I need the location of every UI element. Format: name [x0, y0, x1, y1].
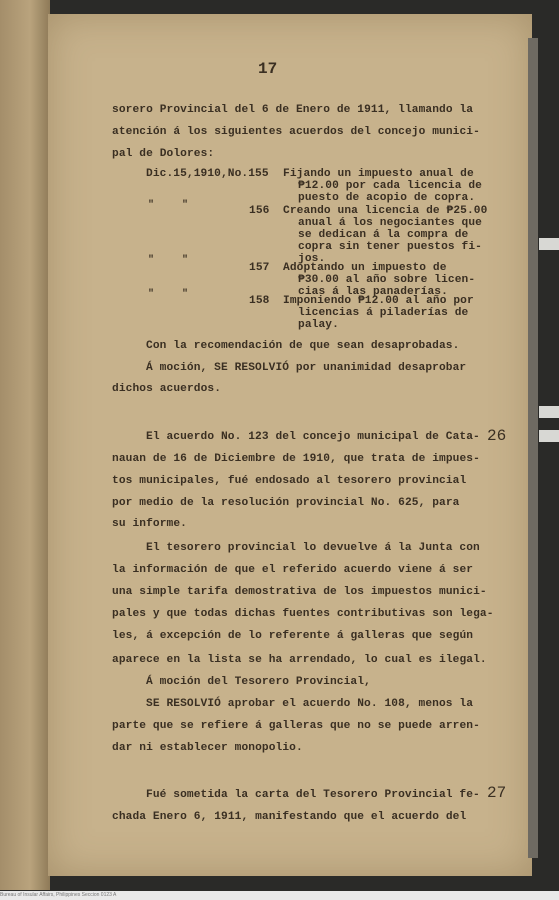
ditto-mark: ": [148, 289, 155, 300]
resolution-text: copra sin tener puestos fi-: [298, 241, 482, 253]
text-line: sorero Provincial del 6 de Enero de 1911, llamando la: [112, 104, 474, 116]
left-facing-page: [0, 0, 50, 890]
resolution-text: Fijando un impuesto anual de: [283, 168, 474, 180]
resolution-text: Imponiendo ₱12.00 al año por: [283, 295, 474, 307]
scan-footer-text: Bureau of Insular Affairs, Philippines Seccion 0123 A: [0, 892, 117, 898]
text-line: su informe.: [112, 518, 187, 530]
text-line: pal de Dolores:: [112, 148, 215, 160]
scan-footer: [0, 891, 559, 900]
resolution-ref: Dic.15,1910,No.155: [146, 168, 269, 180]
resolution-text: jos.: [298, 253, 326, 265]
text-line: por medio de la resolución provincial No. 625, para: [112, 497, 460, 509]
text-line: aparece en la lista se ha arrendado, lo cual es ilegal.: [112, 654, 487, 666]
ditto-mark: ": [148, 255, 155, 266]
text-line: SE RESOLVIÓ aprobar el acuerdo No. 108, menos la: [146, 698, 474, 710]
margin-item-number: 27: [487, 784, 507, 802]
text-line: tos municipales, fué endosado al tesorero provincial: [112, 475, 467, 487]
text-line: dar ni establecer monopolio.: [112, 742, 303, 754]
resolution-text: palay.: [298, 319, 339, 331]
text-line: dichos acuerdos.: [112, 383, 222, 395]
text-line: la información de que el referido acuerdo viene á ser: [112, 564, 474, 576]
text-line: chada Enero 6, 1911, manifestando que el acuerdo del: [112, 811, 467, 823]
resolution-text: anual á los negociantes que: [298, 217, 482, 229]
text-line: pales y que todas dichas fuentes contributivas son lega-: [112, 608, 494, 620]
page-edge: [528, 38, 538, 858]
text-line: Á moción del Tesorero Provincial,: [146, 676, 371, 688]
ditto-mark: ": [182, 200, 189, 211]
page-number: 17: [258, 60, 278, 78]
resolution-ref: 156: [249, 205, 270, 217]
text-line: una simple tarifa demostrativa de los impuestos munici-: [112, 586, 487, 598]
resolution-text: puesto de acopio de copra.: [298, 192, 476, 204]
margin-item-number: 26: [487, 427, 507, 445]
ditto-mark: ": [148, 200, 155, 211]
resolution-text: se dedican á la compra de: [298, 229, 469, 241]
resolution-text: cias á las panaderías.: [298, 286, 448, 298]
index-tab: [539, 238, 559, 250]
text-line: El acuerdo No. 123 del concejo municipal de Cata-: [146, 431, 480, 443]
resolution-text: ₱12.00 por cada licencia de: [298, 180, 482, 192]
resolution-text: Creando una licencia de ₱25.00: [283, 205, 488, 217]
text-line: parte que se refiere á galleras que no se puede arren-: [112, 720, 480, 732]
text-line: El tesorero provincial lo devuelve á la Junta con: [146, 542, 480, 554]
resolution-text: ₱30.00 al año sobre licen-: [298, 274, 476, 286]
ditto-mark: ": [182, 289, 189, 300]
index-tab: [539, 406, 559, 418]
text-line: atención á los siguientes acuerdos del concejo munici-: [112, 126, 480, 138]
resolution-text: licencias á piladerías de: [298, 307, 469, 319]
resolution-ref: 158: [249, 295, 270, 307]
text-line: les, á excepción de lo referente á galleras que según: [112, 630, 474, 642]
recommendation-line: Con la recomendación de que sean desaprobadas.: [146, 340, 460, 352]
ditto-mark: ": [182, 255, 189, 266]
text-line: nauan de 16 de Diciembre de 1910, que trata de impues-: [112, 453, 480, 465]
text-line: Fué sometida la carta del Tesorero Provincial fe-: [146, 789, 480, 801]
resolution-text: Adoptando un impuesto de: [283, 262, 447, 274]
text-line: Á moción, SE RESOLVIÓ por unanimidad desaprobar: [146, 362, 467, 374]
index-tab: [539, 430, 559, 442]
resolution-ref: 157: [249, 262, 270, 274]
